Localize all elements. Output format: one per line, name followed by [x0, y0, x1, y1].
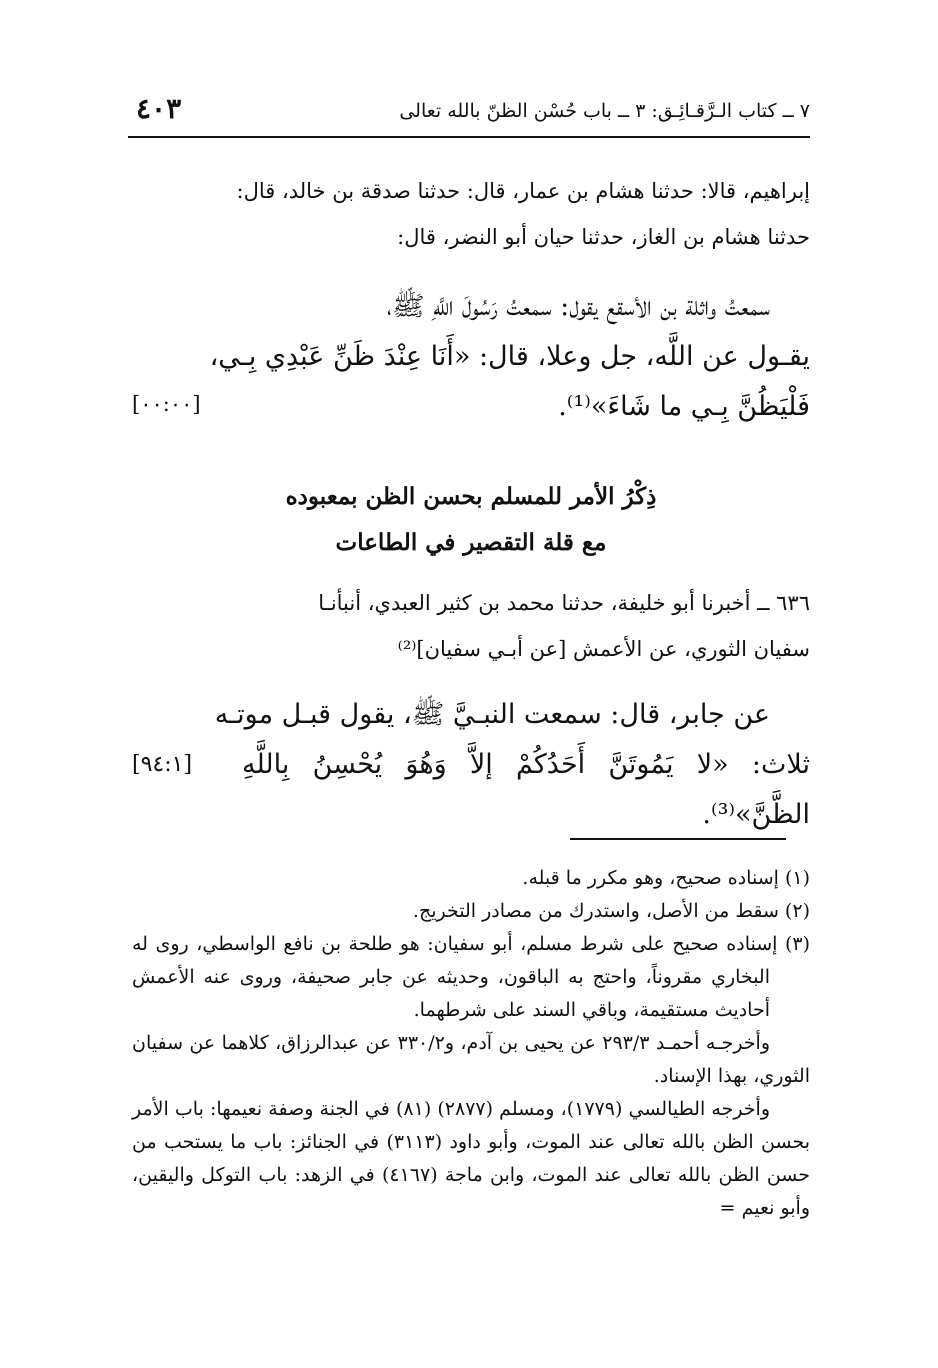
- running-head: ٧ ــ كتاب الـرَّقـائِـق: ٣ ــ باب حُسْن الظنّ بالله تعالى: [399, 100, 810, 122]
- chain-line: ٦٣٦ ــ أخبرنا أبو خليفة، حدثنا محمد بن كثير العبدي، أنبأنـا: [318, 591, 810, 615]
- chain-line: حدثنا هشام بن الغاز، حدثنا حيان أبو النضر، قال:: [397, 225, 810, 249]
- footnote: (٣) إسناده صحيح على شرط مسلم، أبو سفيان: هو طلحة بن نافع الواسطي، روى له البخاري مقروناً، واحتج به الباقون، وحديثه عن جابر صحيفة، وروى عنه الأعمش أحاديث مستقيمة، وباقي السند على شرطهما.: [132, 933, 810, 1021]
- hadith-line: ثلاث: «لا يَمُوتَنَّ أَحَدُكُمْ إلاَّ وَهُوَ يُحْسِنُ بِاللَّهِ الظَّنَّ»⁽³⁾.: [242, 749, 810, 830]
- chain-line: سفيان الثوري، عن الأعمش [عن أبـي سفيان]⁽²⁾: [397, 637, 810, 661]
- hadith-line: سمعتُ واثلة بن الأسقع يقول: سمعتُ رَسُولَ اللَّهِ ﷺ،: [386, 291, 770, 322]
- footnotes: [132, 862, 810, 1225]
- hadith-line: عن جابر، قال: سمعت النبـيَّ ﷺ، يقول قبـل موتـه: [214, 699, 770, 730]
- hadith-635-text: [132, 282, 810, 432]
- footnote-paragraph: وأخرجـه أحمـد ٢٩٣/٣ عن يحيى بن آدم، و٣٣٠/٢ عن عبدالرزاق، كلاهما عن سفيان الثوري، بهذا الإسناد.: [132, 1032, 810, 1087]
- hadith-635-chain: [132, 168, 810, 260]
- page-header: [128, 92, 810, 138]
- hadith-636-chain: [132, 580, 810, 672]
- page-number: ٤٠٣: [136, 92, 182, 125]
- section-heading-line: مع قلة التقصير في الطاعات: [335, 529, 607, 556]
- footnote: (١) إسناده صحيح، وهو مكرر ما قبله.: [522, 867, 810, 889]
- grade-tag: [٠٠:٠٠]: [132, 392, 201, 416]
- section-heading: [132, 474, 810, 566]
- hadith-636-text: [132, 690, 810, 840]
- footnote: (٢) سقط من الأصل، واستدرك من مصادر التخريج.: [412, 900, 810, 922]
- hadith-line: يقـول عن اللَّه، جل وعلا، قال: «أَنَا عِنْدَ ظَنِّ عَبْدِي بِـي،: [209, 341, 810, 372]
- hadith-line: فَلْيَظُنَّ بِـي ما شَاءَ»⁽¹⁾.: [558, 391, 810, 422]
- grade-tag: [٩٤:١]: [132, 752, 193, 777]
- footnote-paragraph: وأخرجه الطيالسي (١٧٧٩)، ومسلم (٢٨٧٧) (٨١) في الجنة وصفة نعيمها: باب الأمر بحسن الظن بالله تعالى عند الموت، وأبو داود (٣١١٣) في الجنائز: باب ما يستحب من حسن الظن بالله تعالى عند الموت، وابن ماجة (٤١٦٧) في الزهد: باب التوكل واليقين، وأبو نعيم =: [132, 1098, 811, 1219]
- section-heading-line: ذِكْرُ الأمر للمسلم بحسن الظن بمعبوده: [285, 483, 657, 510]
- footnote-separator: [570, 838, 786, 840]
- chain-line: إبراهيم، قالا: حدثنا هشام بن عمار، قال: حدثنا صدقة بن خالد، قال:: [236, 179, 810, 203]
